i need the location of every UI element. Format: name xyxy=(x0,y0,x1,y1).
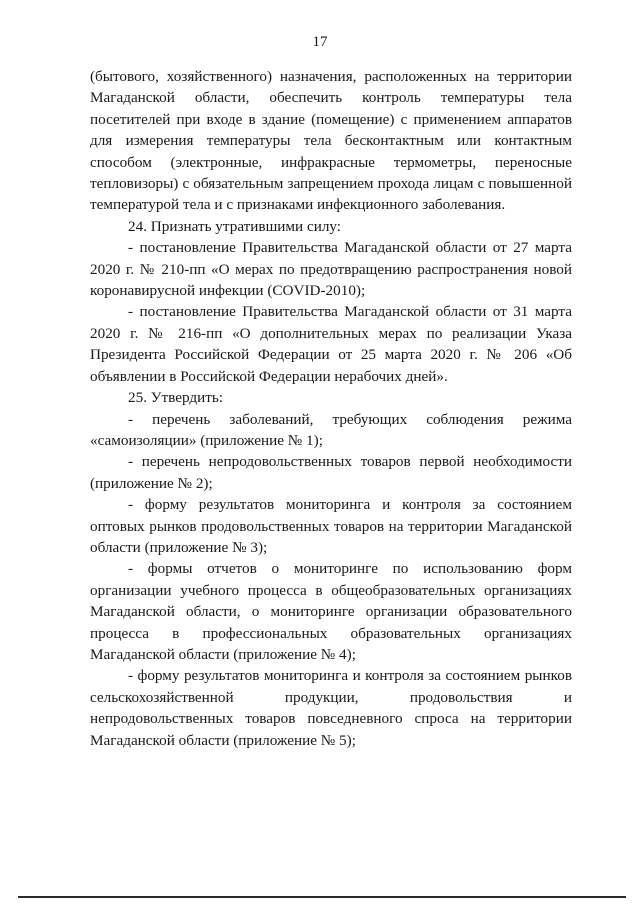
paragraph-item-25: 25. Утвердить: xyxy=(128,389,224,407)
paragraph-annex-4: - формы отчетов о мониторинге по использованию форм организации учебного процесса в общеобразовательных организациях Магаданской области, о мониторинге организации образовательного процесса в профессиональных образовательных организациях Магаданской области (приложение № 4); xyxy=(90,560,572,663)
paragraph-repeal-216pp: - постановление Правительства Магаданской области от 31 марта 2020 г. № 216-пп «О дополнительных мерах по реализации Указа Президента Российской Федерации от 25 марта 2020 г. № 206 «Об объявлении в Российской Федерации нерабочих дней». xyxy=(90,303,572,385)
paragraph-item-24: 24. Признать утратившими силу: xyxy=(128,217,342,235)
paragraph-annex-5: - форму результатов мониторинга и контроля за состоянием рынков сельскохозяйственной продукции, продовольствия и непродовольственных товаров повседневного спроса на территории Магаданской области (приложение № 5); xyxy=(90,667,572,749)
paragraph-annex-2: - перечень непродовольственных товаров первой необходимости (приложение № 2); xyxy=(90,453,572,492)
page-number: 17 xyxy=(312,34,328,50)
document-body xyxy=(90,66,572,751)
paragraph-repeal-210pp: - постановление Правительства Магаданской области от 27 марта 2020 г. № 210-пп «О мерах по предотвращению распространения новой коронавирусной инфекции (COVID-2010); xyxy=(90,239,572,300)
paragraph-continuation: (бытового, хозяйственного) назначения, расположенных на территории Магаданской области, обеспечить контроль температуры тела посетителей при входе в здание (помещение) с применением аппаратов для измерения температуры тела бесконтактным или контактным способом (электронные, инфракрасные термометры, переносные тепловизоры) с обязательным запрещением прохода лицам с повышенной температурой тела и с признаками инфекционного заболевания. xyxy=(90,68,572,214)
paragraph-annex-3: - форму результатов мониторинга и контроля за состоянием оптовых рынков продовольственных товаров на территории Магаданской области (приложение № 3); xyxy=(90,496,572,556)
paragraph-annex-1: - перечень заболеваний, требующих соблюдения режима «самоизоляции» (приложение № 1); xyxy=(90,410,572,449)
bottom-scan-border xyxy=(18,896,626,898)
